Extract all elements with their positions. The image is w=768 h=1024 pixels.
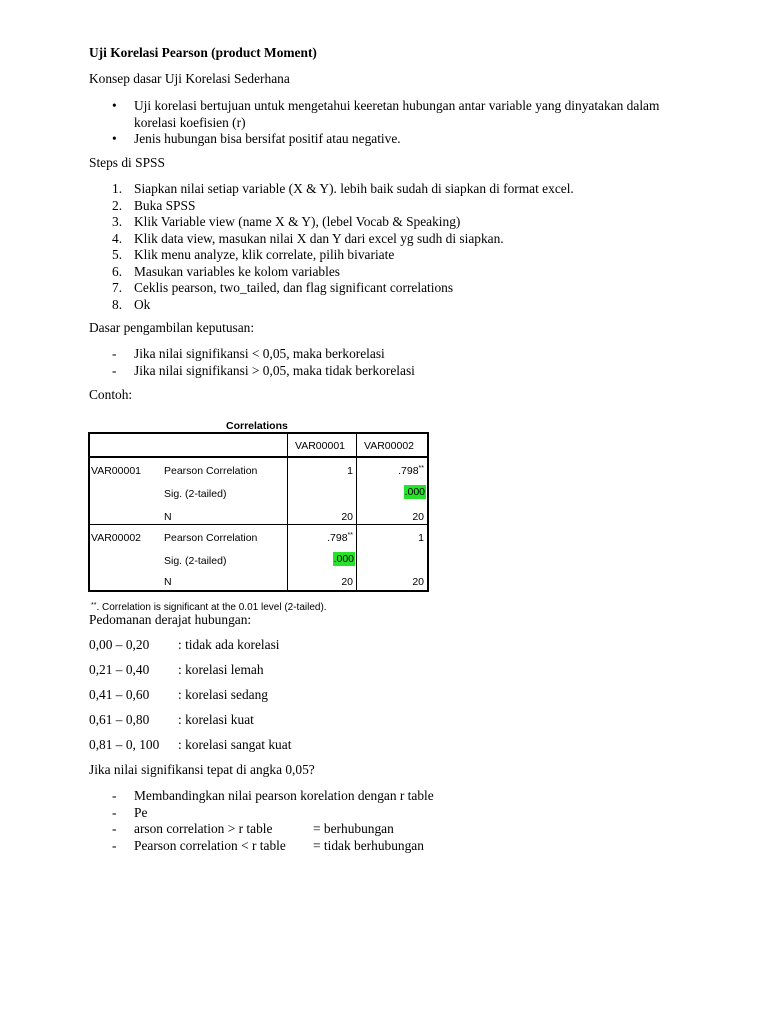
step-item (112, 214, 574, 231)
intro-bullet-item (112, 131, 702, 148)
guideline-range: 0,41 – 0,60 (89, 687, 150, 702)
step-item (112, 198, 574, 215)
exact-text: Pearson correlation < r table (134, 837, 286, 853)
step-number: 4. (112, 230, 123, 246)
steps-heading: Steps di SPSS (89, 155, 165, 170)
decision-text: Jika nilai signifikansi > 0,05, maka tidak berkorelasi (134, 362, 415, 378)
example-label: Contoh: (89, 387, 133, 402)
row-stat-label: Sig. (2-tailed) (164, 555, 227, 567)
cell-value: 20 (412, 576, 424, 588)
decision-text: Jika nilai signifikansi < 0,05, maka berkorelasi (134, 346, 385, 361)
table-group-divider (90, 524, 427, 525)
guideline-desc: : tidak ada korelasi (178, 637, 280, 652)
guideline-row (89, 637, 280, 654)
step-text: Masukan variables ke kolom variables (134, 263, 341, 279)
guideline-row (89, 687, 268, 704)
cell-value-highlighted (404, 486, 426, 499)
decision-heading: Dasar pengambilan keputusan: (89, 320, 255, 335)
guideline-row (89, 737, 291, 754)
significance-marker: ** (347, 532, 353, 539)
row-stat-label: Pearson Correlation (164, 532, 258, 544)
guideline-heading: Pedomanan derajat hubungan: (89, 612, 252, 627)
correlations-table (88, 432, 429, 592)
row-stat-label: N (164, 511, 172, 523)
cell-value: 20 (412, 511, 424, 523)
cell-value-highlighted (333, 553, 355, 566)
step-text: Ok (134, 296, 151, 312)
col-header-var00001: VAR00001 (295, 440, 346, 452)
row-stat-label: N (164, 576, 172, 588)
steps-list (112, 181, 574, 313)
cell-value: 1 (418, 532, 424, 544)
document-title: Uji Korelasi Pearson (product Moment) (89, 45, 317, 60)
dash-marker: - (112, 788, 117, 803)
exact-result: = berhubungan (313, 821, 394, 836)
decision-item (112, 346, 415, 363)
footnote-marker: ** (91, 602, 97, 609)
significance-marker: ** (418, 465, 424, 472)
step-number: 1. (112, 181, 123, 196)
row-stat-label: Pearson Correlation (164, 465, 258, 477)
exact-heading: Jika nilai signifikansi tepat di angka 0,05? (89, 762, 315, 777)
intro-bullet-item (112, 98, 702, 131)
cell-number: .798 (327, 532, 348, 544)
footnote-text: . Correlation is significant at the 0.01 level (2-tailed). (96, 602, 327, 613)
step-item (112, 297, 574, 314)
bullet-icon: • (112, 98, 117, 113)
exact-item (112, 838, 434, 855)
dash-marker: - (112, 362, 117, 378)
table-col-divider (356, 434, 357, 590)
step-number: 7. (112, 280, 123, 295)
step-item (112, 264, 574, 281)
dash-marker: - (112, 804, 117, 820)
dash-marker: - (112, 837, 117, 853)
guideline-desc: : korelasi sangat kuat (178, 737, 292, 752)
step-text: Ceklis pearson, two_tailed, dan flag significant correlations (134, 280, 454, 295)
intro-bullet-text: Jenis hubungan bisa bersifat positif atau negative. (134, 131, 401, 146)
decision-list (112, 346, 415, 379)
significance-highlight: .000 (333, 553, 354, 565)
step-text: Klik Variable view (name X & Y), (lebel Vocab & Speaking) (134, 214, 461, 229)
exact-item (112, 821, 434, 838)
exact-result: = tidak berhubungan (313, 837, 424, 853)
decision-item (112, 363, 415, 380)
step-text: Buka SPSS (134, 197, 196, 213)
step-text: Siapkan nilai setiap variable (X & Y). lebih baik sudah di siapkan di format excel. (134, 181, 574, 196)
cell-value (327, 532, 353, 545)
cell-value: 1 (347, 465, 353, 477)
step-number: 3. (112, 214, 123, 229)
cell-value (398, 465, 424, 478)
step-item (112, 231, 574, 248)
intro-bullet-text: Uji korelasi bertujuan untuk mengetahui keeretan hubungan antar variable yang dinyatakan dalam korelasi koefisien (r) (134, 98, 660, 130)
exact-item (112, 788, 434, 805)
intro-heading: Konsep dasar Uji Korelasi Sederhana (89, 71, 290, 86)
step-number: 5. (112, 247, 123, 262)
table-header-divider (90, 456, 427, 458)
guideline-desc: : korelasi sedang (178, 687, 268, 702)
exact-list (112, 788, 434, 854)
row-var-label: VAR00001 (91, 465, 142, 477)
step-text: Klik menu analyze, klik correlate, pilih bivariate (134, 247, 395, 262)
guideline-row (89, 662, 264, 679)
significance-highlight: .000 (404, 486, 425, 498)
cell-number: .798 (398, 465, 419, 477)
step-text: Klik data view, masukan nilai X dan Y dari excel yg sudh di siapkan. (134, 230, 504, 246)
step-number: 6. (112, 263, 123, 279)
guideline-row (89, 712, 254, 729)
table-col-divider (287, 434, 288, 590)
row-var-label: VAR00002 (91, 532, 142, 544)
exact-text: Membandingkan nilai pearson korelation dengan r table (134, 788, 434, 803)
step-number: 2. (112, 197, 123, 213)
row-stat-label: Sig. (2-tailed) (164, 488, 227, 500)
step-item (112, 181, 574, 198)
exact-item (112, 805, 434, 822)
exact-text: Pe (134, 804, 148, 820)
correlations-title: Correlations (226, 420, 288, 432)
guideline-range: 0,61 – 0,80 (89, 712, 150, 727)
guideline-desc: : korelasi kuat (178, 712, 254, 727)
step-item (112, 280, 574, 297)
intro-bullet-list (112, 98, 702, 148)
dash-marker: - (112, 821, 117, 836)
dash-marker: - (112, 346, 117, 361)
bullet-icon: • (112, 131, 117, 146)
guideline-desc: : korelasi lemah (178, 662, 264, 677)
cell-value: 20 (341, 576, 353, 588)
step-item (112, 247, 574, 264)
step-number: 8. (112, 296, 123, 312)
guideline-range: 0,81 – 0, 100 (89, 737, 160, 752)
exact-text: arson correlation > r table (134, 821, 273, 836)
cell-value: 20 (341, 511, 353, 523)
col-header-var00002: VAR00002 (364, 440, 415, 452)
guideline-range: 0,21 – 0,40 (89, 662, 150, 677)
guideline-range: 0,00 – 0,20 (89, 637, 150, 652)
